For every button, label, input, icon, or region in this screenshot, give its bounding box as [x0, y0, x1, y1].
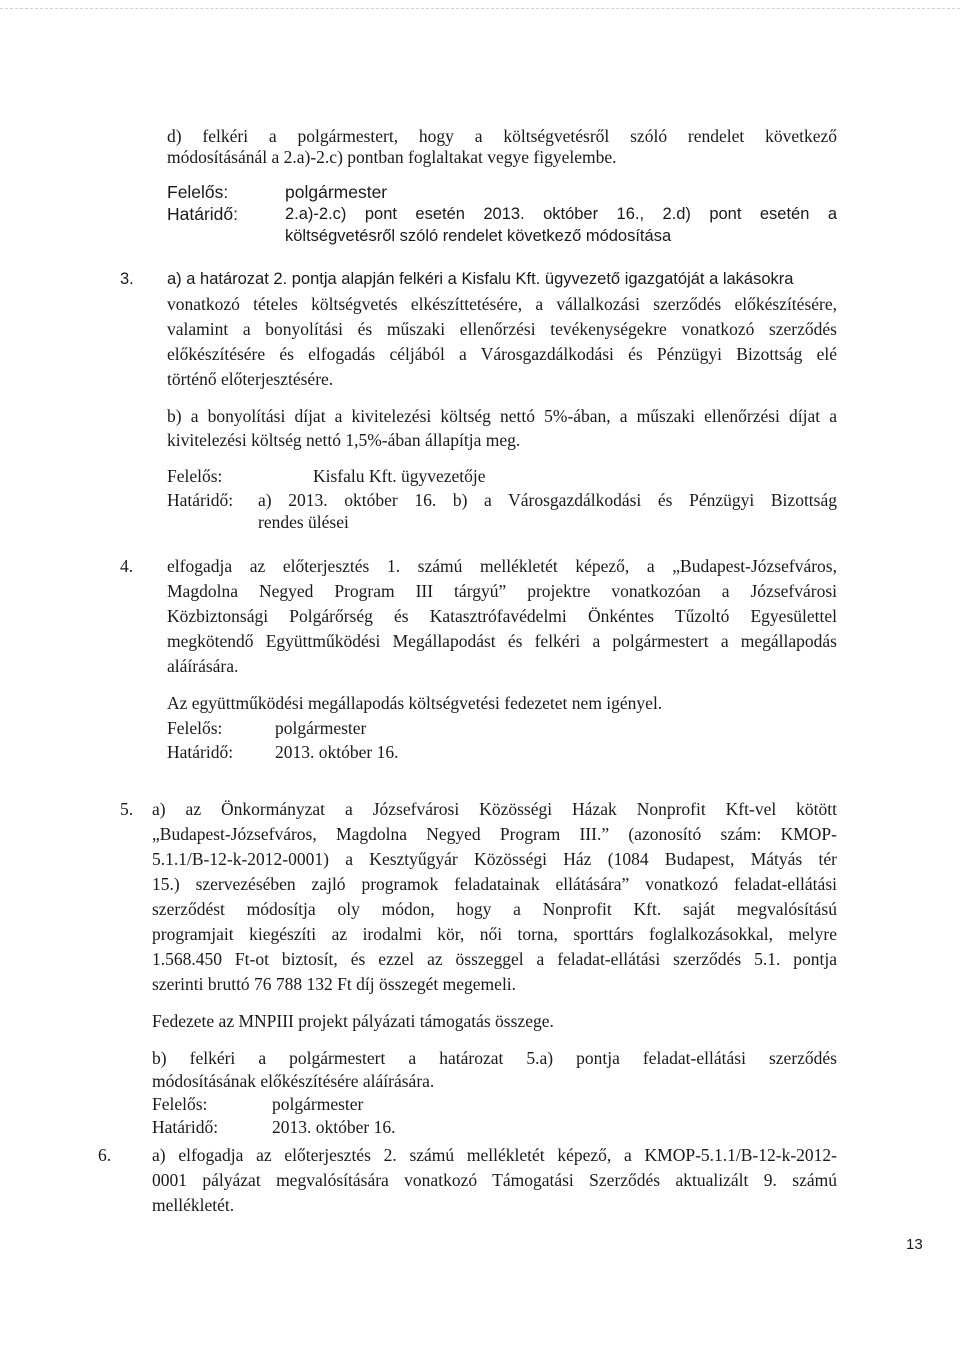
d-felelos-value: polgármester: [285, 182, 388, 202]
item3-felelos-label: Felelős:: [167, 466, 223, 486]
item3-hatarido-line-2: rendes ülései: [258, 512, 349, 532]
item4-number: 4.: [120, 556, 134, 576]
item3-b-line-2: kivitelezési költség nettó 1,5%-ában állapítja meg.: [167, 430, 521, 450]
item5-hatarido-label: Határidő:: [152, 1117, 219, 1137]
item3-felelos-value: Kisfalu Kft. ügyvezetője: [313, 466, 486, 486]
item6-a-line-2: 0001 pályázat megvalósítására vonatkozó Támogatási Szerződés aktualizált 9. számú: [152, 1170, 837, 1190]
item4-felelos-value: polgármester: [275, 718, 367, 738]
d-hatarido-label: Határidő:: [167, 204, 239, 224]
item3-a-line-5: történő előterjesztésére.: [167, 369, 334, 389]
item3-a-line-3: valamint a bonyolítási és műszaki ellenőrzési tevékenységekre vonatkozó szerződés: [167, 319, 837, 339]
item4-felelos-label: Felelős:: [167, 718, 223, 738]
item4-line-2: Magdolna Negyed Program III tárgyú” projektre vonatkozóan a Józsefvárosi: [167, 581, 837, 601]
item5-felelos-label: Felelős:: [152, 1094, 208, 1114]
item5-a-line-4: 15.) szervezésében zajló programok feladatainak ellátására” vonatkozó feladat-ellátási: [152, 874, 837, 894]
d-hatarido-line-1: 2.a)-2.c) pont esetén 2013. október 16., 2.d) pont esetén a: [285, 205, 837, 223]
item5-hatarido-value: 2013. október 16.: [272, 1117, 396, 1137]
item5-a-line-5: szerződést módosítja oly módon, hogy a Nonprofit Kft. saját megvalósítású: [152, 899, 837, 919]
item4-note: Az együttműködési megállapodás költségvetési fedezetet nem igényel.: [167, 693, 663, 713]
item3-hatarido-label: Határidő:: [167, 490, 234, 510]
item5-a-line-3: 5.1.1/B-12-k-2012-0001) a Kesztyűgyár Közösségi Ház (1084 Budapest, Mátyás tér: [152, 849, 837, 869]
item5-b-line-1: b) felkéri a polgármestert a határozat 5.a) pontja feladat-ellátási szerződés: [152, 1048, 837, 1068]
item3-a-line-1: a) a határozat 2. pontja alapján felkéri a Kisfalu Kft. ügyvezető igazgatóját a lakásokra: [167, 270, 794, 288]
d-felelos-label: Felelős:: [167, 182, 229, 202]
item5-number: 5.: [120, 799, 134, 819]
item3-number: 3.: [120, 270, 134, 288]
item5-a-line-1: a) az Önkormányzat a Józsefvárosi Közösségi Házak Nonprofit Kft-vel kötött: [152, 799, 837, 819]
item4-hatarido-label: Határidő:: [167, 742, 234, 762]
item5-fedezet: Fedezete az MNPIII projekt pályázati támogatás összege.: [152, 1011, 554, 1031]
item4-hatarido-value: 2013. október 16.: [275, 742, 399, 762]
item4-line-1: elfogadja az előterjesztés 1. számú mellékletét képező, a „Budapest-Józsefváros,: [167, 556, 837, 576]
item4-line-4: megkötendő Együttműködési Megállapodást és felkéri a polgármestert a megállapodás: [167, 631, 837, 651]
item6-number: 6.: [98, 1145, 112, 1165]
item6-a-line-1: a) elfogadja az előterjesztés 2. számú mellékletét képező, a KMOP-5.1.1/B-12-k-2012-: [152, 1145, 837, 1165]
page-scan-edge: [0, 8, 960, 9]
d-line-1: d) felkéri a polgármestert, hogy a költségvetésről szóló rendelet következő: [167, 126, 837, 146]
item6-a-line-3: mellékletét.: [152, 1195, 235, 1215]
item3-a-line-4: előkészítésére és elfogadás céljából a Városgazdálkodási és Pénzügyi Bizottság elé: [167, 344, 837, 364]
d-line-2: módosításánál a 2.a)-2.c) pontban foglaltakat vegye figyelembe.: [167, 147, 617, 167]
d-hatarido-line-2: költségvetésről szóló rendelet következő módosítása: [285, 227, 672, 245]
item4-line-3: Közbiztonsági Polgárőrség és Katasztrófavédelmi Önkéntes Tűzoltó Egyesülettel: [167, 606, 837, 626]
item5-a-line-2: „Budapest-Józsefváros, Magdolna Negyed Program III.” (azonosító szám: KMOP-: [152, 824, 837, 844]
item5-a-line-8: szerinti bruttó 76 788 132 Ft díj összegét megemeli.: [152, 974, 517, 994]
item5-a-line-7: 1.568.450 Ft-ot biztosít, és ezzel az összeggel a feladat-ellátási szerződés 5.1. pontja: [152, 949, 837, 969]
item3-b-line-1: b) a bonyolítási díjat a kivitelezési költség nettó 5%-ában, a műszaki ellenőrzési díjat a: [167, 406, 837, 426]
item4-line-5: aláírására.: [167, 656, 239, 676]
item3-hatarido-line-1: a) 2013. október 16. b) a Városgazdálkodási és Pénzügyi Bizottság: [258, 490, 837, 510]
item3-a-line-2: vonatkozó tételes költségvetés elkészíttetésére, a vállalkozási szerződés előkészítésére,: [167, 294, 837, 314]
item5-felelos-value: polgármester: [272, 1094, 364, 1114]
item5-a-line-6: programjait kiegészíti az irodalmi kör, női torna, sporttárs foglalkozásokkal, melyre: [152, 924, 837, 944]
item5-b-line-2: módosításának előkészítésére aláírására.: [152, 1071, 435, 1091]
page-number: 13: [906, 1236, 923, 1253]
